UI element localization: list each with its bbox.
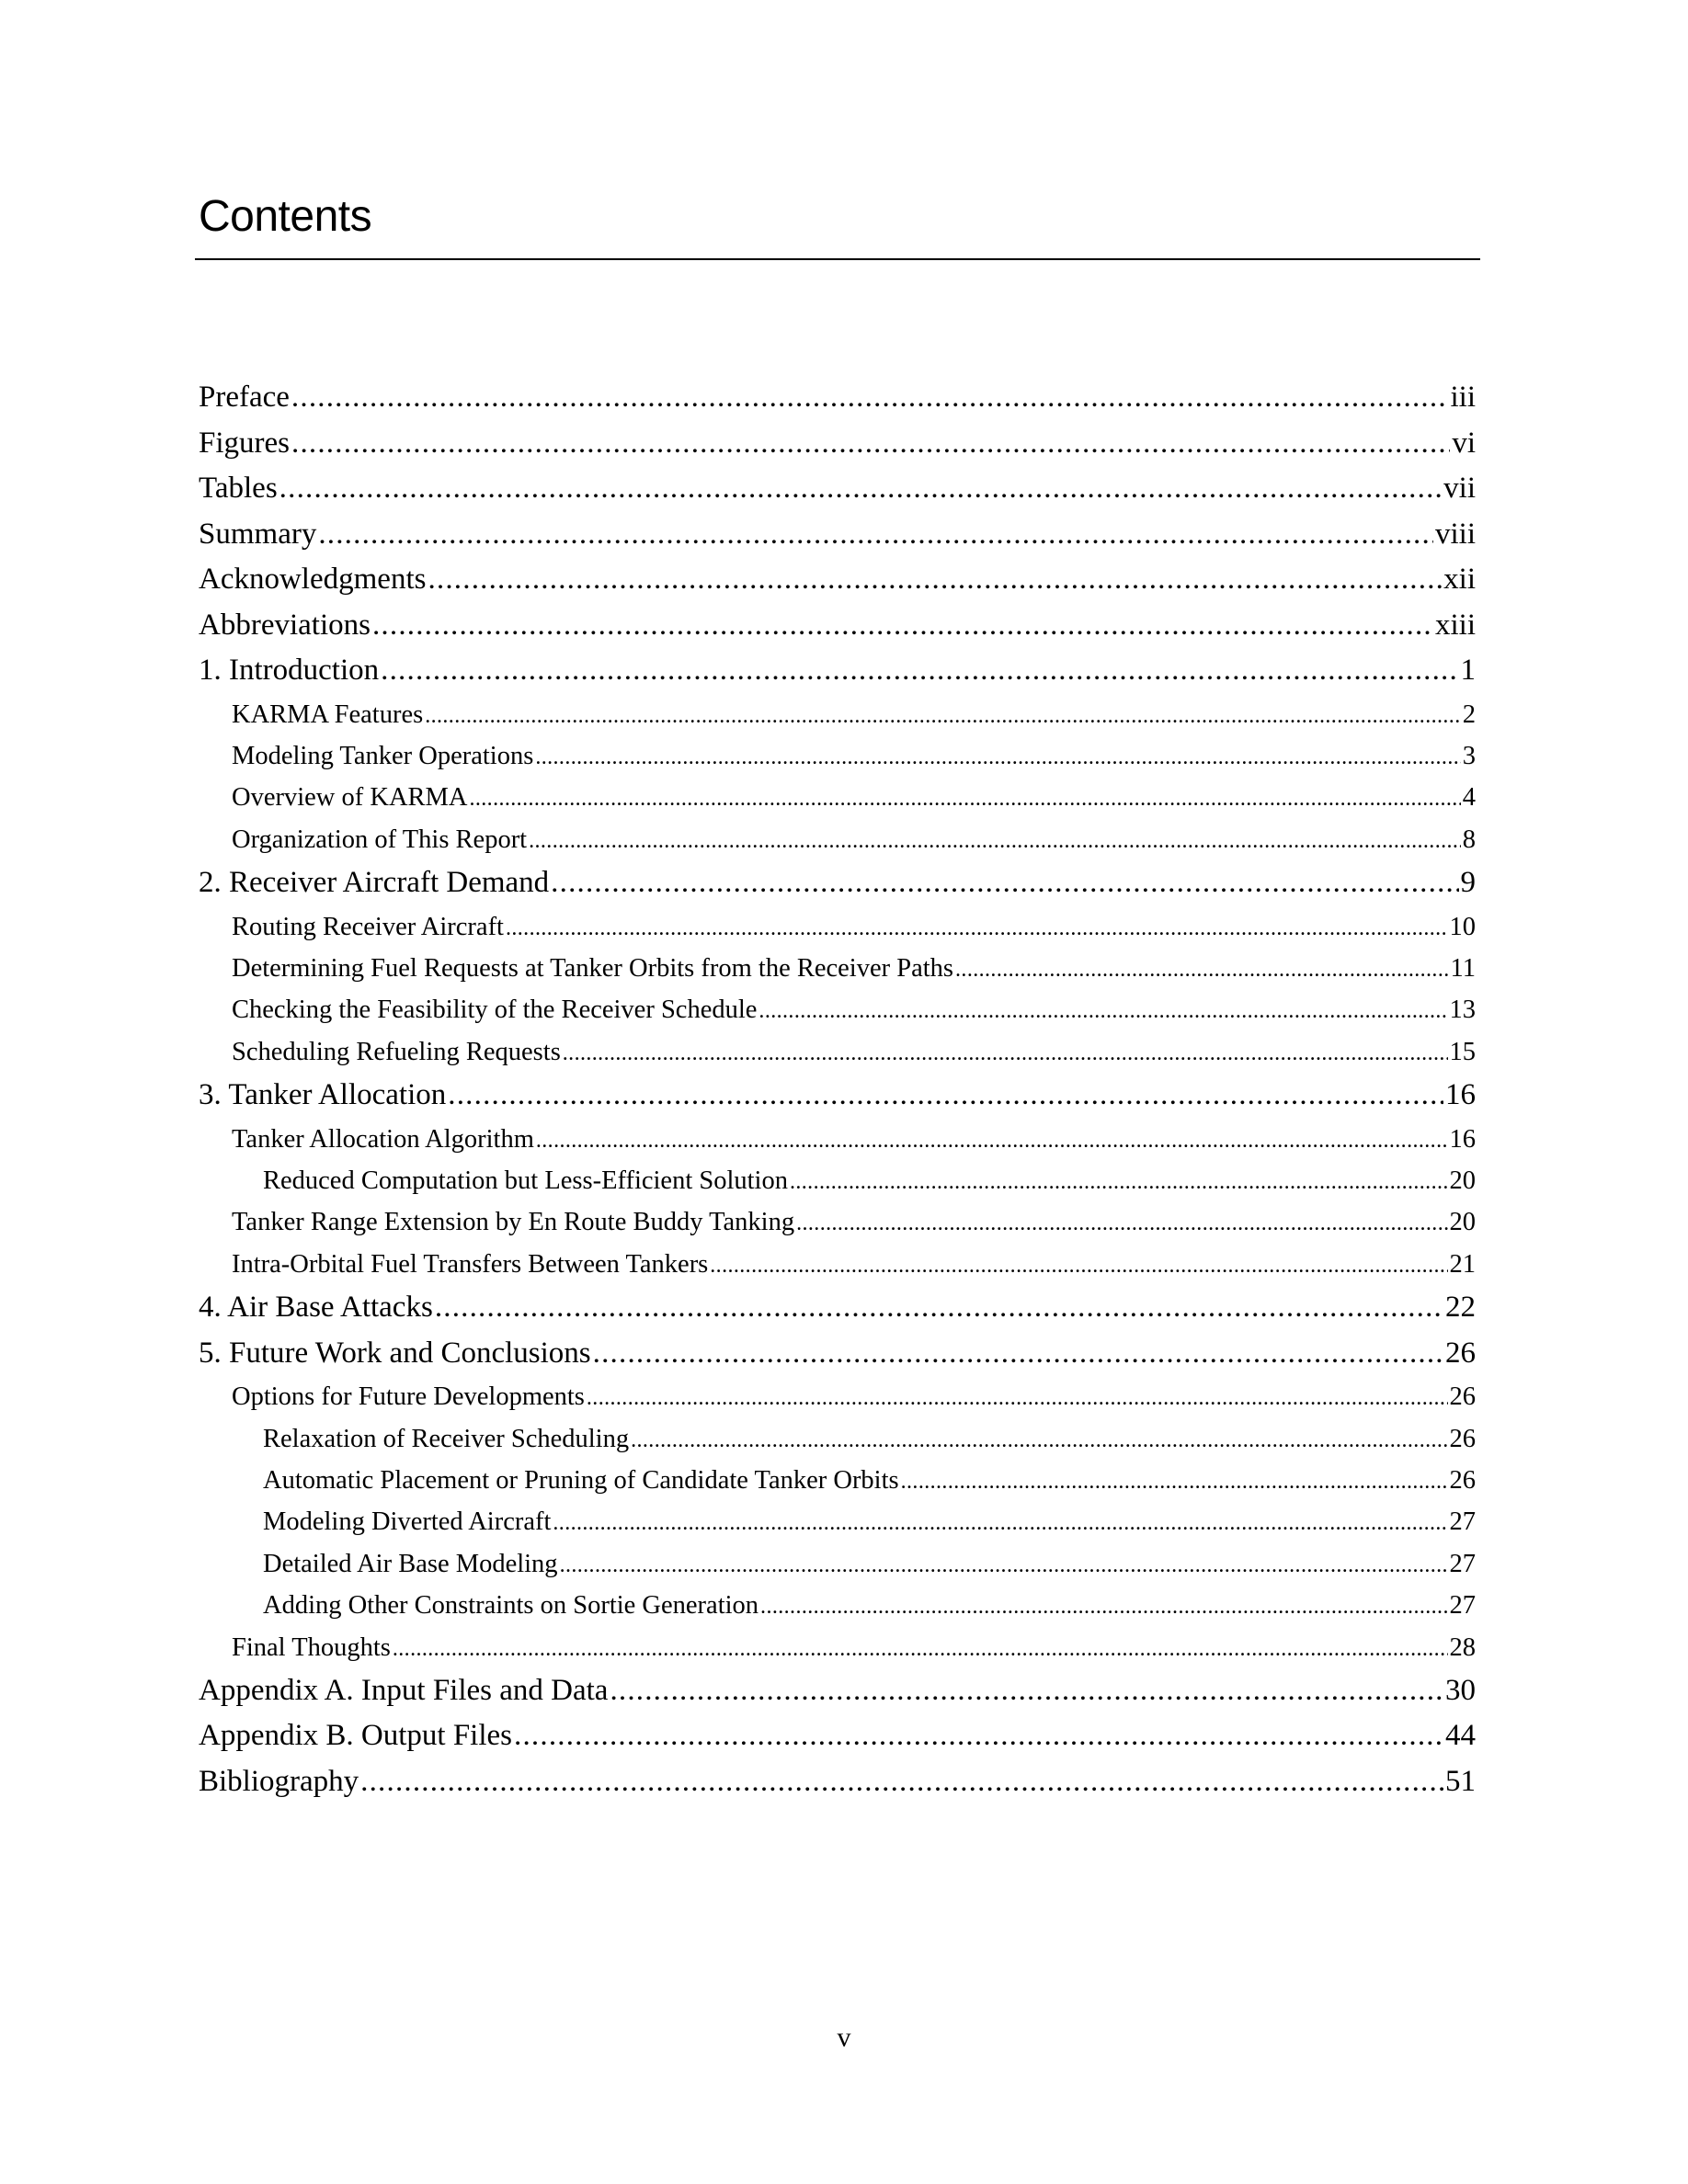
toc-entry-page-number[interactable]: 27 [1449,1591,1476,1621]
toc-entry[interactable] [199,1668,1476,1714]
toc-entry[interactable] [199,989,1476,1030]
dot-leader [610,1668,1443,1714]
toc-entry-page-number[interactable]: 26 [1449,1424,1476,1453]
toc-entry[interactable] [199,1713,1476,1759]
toc-entry[interactable] [199,1418,1476,1460]
dot-leader [279,466,1442,512]
toc-entry-label[interactable]: Relaxation of Receiver Scheduling [263,1424,630,1453]
toc-entry[interactable] [199,819,1476,860]
toc-entry[interactable] [199,694,1476,735]
toc-entry-label[interactable]: Routing Receiver Aircraft [232,912,504,941]
toc-entry-label[interactable]: Tanker Range Extension by En Route Buddy Tanking [232,1208,795,1237]
dot-leader [790,1162,1448,1201]
toc-entry-label[interactable]: Bibliography [199,1764,359,1798]
page-number: v [837,2022,851,2053]
toc-entry-page-number[interactable]: 10 [1449,912,1476,941]
toc-entry[interactable] [199,1376,1476,1417]
toc-entry-page-number[interactable]: 20 [1449,1208,1476,1237]
toc-entry-page-number[interactable]: iii [1450,381,1476,414]
dot-leader [587,1378,1448,1417]
toc-entry-label[interactable]: Organization of This Report [232,825,528,854]
toc-entry-label[interactable]: Detailed Air Base Modeling [263,1549,558,1578]
toc-entry-page-number[interactable]: 8 [1462,825,1476,854]
toc-entry-label[interactable]: 4. Air Base Attacks [199,1291,433,1325]
toc-entry-label[interactable]: Tables [199,472,278,505]
toc-entry-page-number[interactable]: 3 [1462,741,1476,770]
toc-entry[interactable] [199,375,1476,421]
toc-entry-label[interactable]: Acknowledgments [199,563,427,596]
toc-entry[interactable] [199,1119,1476,1160]
dot-leader [435,1285,1443,1331]
dot-leader [796,1203,1447,1243]
dot-leader [901,1462,1448,1501]
toc-entry[interactable] [199,948,1476,989]
toc-entry-page-number[interactable]: 30 [1445,1673,1476,1707]
toc-entry-label[interactable]: KARMA Features [232,700,424,729]
toc-entry[interactable] [199,860,1476,906]
toc-entry-label[interactable]: 2. Receiver Aircraft Demand [199,866,550,900]
toc-entry-page-number[interactable]: 26 [1449,1465,1476,1495]
toc-entry-page-number[interactable]: 16 [1445,1078,1476,1112]
dot-leader [318,512,1433,558]
toc-entry-label[interactable]: Options for Future Developments [232,1382,585,1412]
toc-entry-page-number[interactable]: 44 [1445,1719,1476,1753]
toc-entry[interactable] [199,512,1476,558]
dot-leader [425,696,1461,735]
dot-leader [760,1587,1447,1626]
toc-entry[interactable] [199,1285,1476,1331]
toc-entry-page-number[interactable]: xii [1443,563,1476,596]
dot-leader [448,1073,1443,1119]
toc-entry-page-number[interactable]: 1 [1460,654,1476,687]
dot-leader [536,1120,1448,1160]
toc-entry-page-number[interactable]: 2 [1462,700,1476,729]
dot-leader [381,648,1458,694]
toc-entry-page-number[interactable]: 28 [1449,1632,1476,1662]
dot-leader [393,1629,1448,1668]
toc-entry-label[interactable]: 1. Introduction [199,654,380,687]
toc-entry-label[interactable]: Appendix A. Input Files and Data [199,1673,609,1707]
toc-entry-page-number[interactable]: 4 [1462,783,1476,813]
dot-leader [710,1246,1447,1285]
dot-leader [506,908,1448,948]
toc-entry-page-number[interactable]: 9 [1460,866,1476,900]
toc-entry-page-number[interactable]: 27 [1449,1549,1476,1578]
toc-entry-label[interactable]: Modeling Diverted Aircraft [263,1507,552,1537]
dot-leader [529,821,1461,860]
toc-entry[interactable] [199,648,1476,694]
toc-entry-page-number[interactable]: 13 [1449,995,1476,1025]
dot-leader [593,1331,1443,1377]
toc-entry[interactable] [199,557,1476,603]
dot-leader [291,375,1449,421]
toc-entry[interactable] [199,906,1476,948]
toc-entry-page-number[interactable]: vii [1443,472,1476,505]
toc-entry[interactable] [199,1031,1476,1073]
toc-entry-label[interactable]: 5. Future Work and Conclusions [199,1336,591,1370]
toc-entry-page-number[interactable]: 51 [1445,1764,1476,1798]
toc-entry-page-number[interactable]: viii [1434,517,1476,551]
toc-entry-label[interactable]: Checking the Feasibility of the Receiver Schedule [232,995,758,1025]
toc-entry[interactable] [199,1331,1476,1377]
toc-entry-page-number[interactable]: vi [1452,426,1476,460]
toc-entry[interactable] [199,1627,1476,1668]
toc-entry[interactable] [199,421,1476,467]
title-rule [195,258,1480,260]
toc-entry-label[interactable]: Intra-Orbital Fuel Transfers Between Tankers [232,1249,709,1279]
dot-leader [560,1545,1448,1585]
dot-leader [551,860,1458,906]
dot-leader [291,421,1450,467]
toc-entry-label[interactable]: Reduced Computation but Less-Efficient Solution [263,1166,788,1196]
toc-entry-page-number[interactable]: 15 [1449,1037,1476,1066]
toc-entry-label[interactable]: Automatic Placement or Pruning of Candidate Tanker Orbits [263,1465,899,1495]
dot-leader [758,991,1447,1030]
toc-entry[interactable] [199,1759,1476,1805]
toc-entry-label[interactable]: Figures [199,426,290,460]
toc-entry-label[interactable]: Preface [199,381,290,414]
toc-entry[interactable] [199,1201,1476,1243]
dot-leader [372,603,1433,649]
toc-entry-page-number[interactable]: 26 [1449,1382,1476,1412]
toc-entry-label[interactable]: Adding Other Constraints on Sortie Generation [263,1591,759,1621]
toc-entry-label[interactable]: Appendix B. Output Files [199,1719,513,1753]
dot-leader [514,1713,1443,1759]
dot-leader [428,557,1442,603]
dot-leader [535,737,1460,777]
toc-entry-label[interactable]: Tanker Allocation Algorithm [232,1124,534,1154]
toc-entry[interactable] [199,1244,1476,1285]
toc-entry[interactable] [199,735,1476,777]
toc-entry-label[interactable]: Summary [199,517,317,551]
toc-entry-label[interactable]: Modeling Tanker Operations [232,741,534,770]
toc-entry-label[interactable]: Abbreviations [199,608,371,642]
toc-entry-label[interactable]: Scheduling Refueling Requests [232,1037,561,1066]
dot-leader [631,1420,1447,1460]
toc-entry[interactable] [199,1501,1476,1542]
toc-entry-page-number[interactable]: xiii [1434,608,1476,642]
toc-entry-page-number[interactable]: 26 [1445,1336,1476,1370]
dot-leader [955,950,1449,989]
toc-entry[interactable] [199,1160,1476,1201]
toc-entry[interactable] [199,1585,1476,1626]
toc-entry-label[interactable]: Determining Fuel Requests at Tanker Orbits from the Receiver Paths [232,953,954,983]
dot-leader [563,1033,1448,1073]
table-of-contents [199,375,1476,1804]
toc-entry[interactable] [199,603,1476,649]
toc-entry-page-number[interactable]: 11 [1450,953,1476,983]
toc-entry-page-number[interactable]: 20 [1449,1166,1476,1196]
toc-entry[interactable] [199,466,1476,512]
dot-leader [469,779,1460,818]
toc-entry[interactable] [199,777,1476,818]
dot-leader [360,1759,1443,1805]
toc-entry-page-number[interactable]: 16 [1449,1124,1476,1154]
page-title: Contents [199,192,372,241]
toc-entry-label[interactable]: Overview of KARMA [232,783,468,813]
toc-entry[interactable] [199,1543,1476,1585]
dot-leader [553,1503,1447,1542]
toc-entry-label[interactable]: Final Thoughts [232,1632,391,1662]
toc-entry-label[interactable]: 3. Tanker Allocation [199,1078,447,1112]
toc-entry-page-number[interactable]: 22 [1445,1291,1476,1325]
toc-entry[interactable] [199,1073,1476,1119]
toc-entry-page-number[interactable]: 21 [1449,1249,1476,1279]
toc-entry-page-number[interactable]: 27 [1449,1507,1476,1537]
toc-entry[interactable] [199,1460,1476,1501]
